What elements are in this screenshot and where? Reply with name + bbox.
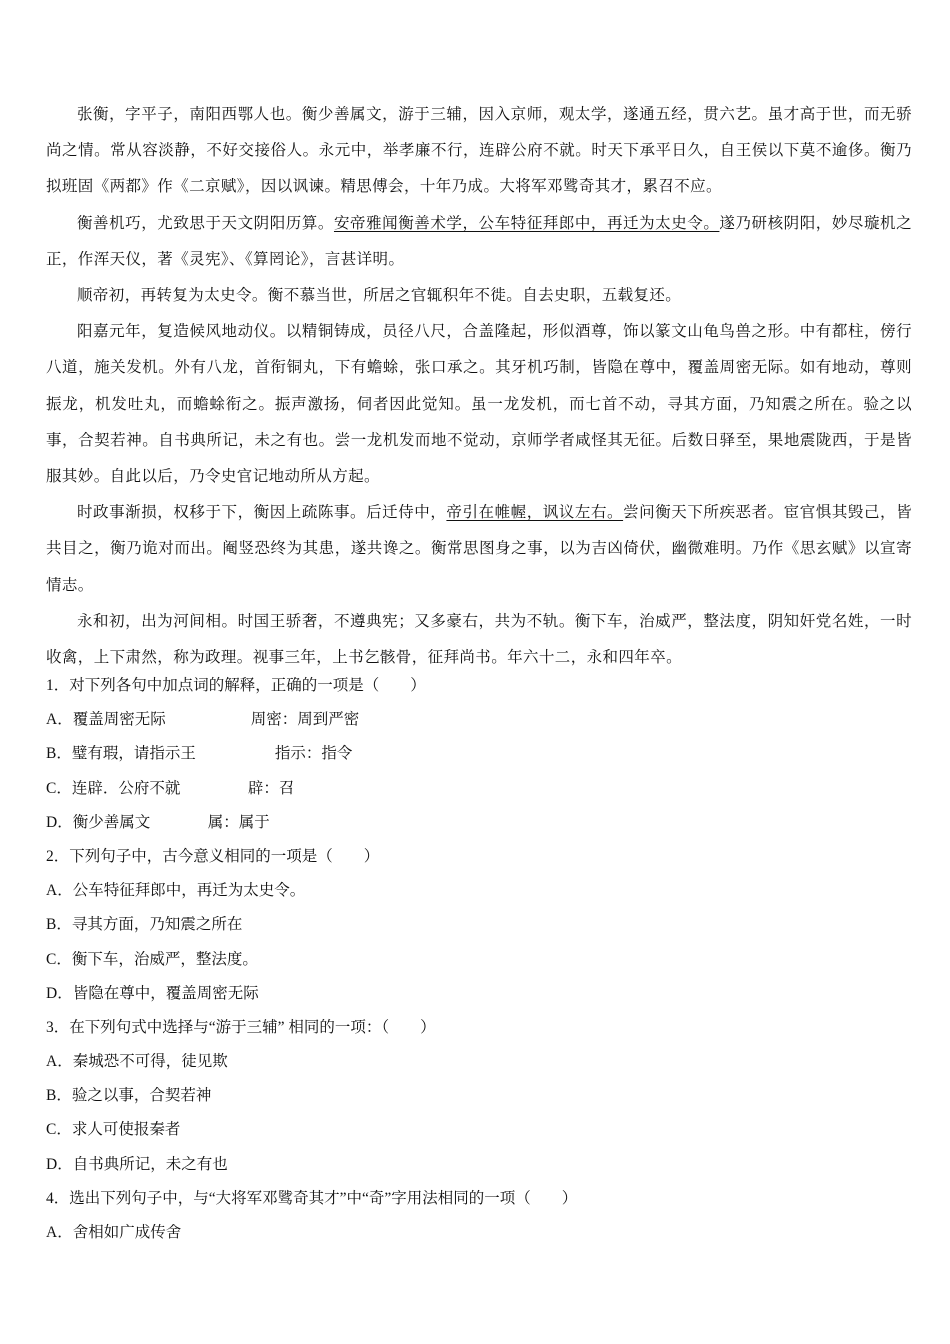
option-label: C． — [46, 779, 72, 797]
answer-option — [46, 772, 912, 806]
option-label: C． — [46, 950, 72, 968]
option-label: A． — [46, 711, 73, 729]
answer-option — [46, 908, 912, 942]
option-label: A． — [46, 882, 73, 900]
question-stem: 4．选出下列句子中，与“大将军邓骘奇其才”中“奇”字用法相同的一项（ ） — [46, 1189, 578, 1207]
passage-text: 衡善机巧，尤致思于天文阴阳历算。 — [77, 213, 334, 232]
answer-option — [46, 943, 912, 977]
answer-option — [46, 1079, 912, 1113]
option-text: 覆盖周密无际 — [72, 711, 166, 729]
option-text: 璧有瑕，请指示王 — [71, 745, 196, 763]
passage-paragraph — [46, 494, 912, 603]
option-label: A． — [46, 1224, 73, 1241]
option-label: C． — [46, 1121, 72, 1139]
option-label: B． — [46, 1087, 72, 1105]
passage-text: 遂乃研核阴阳，妙尽璇机之正，作浑天仪，著《灵宪》、《算罔论》，言甚详明。 — [46, 213, 912, 268]
passage-paragraph: 顺帝初，再转复为太史令。衡不慕当世，所居之官辄积年不徙。自去史职，五载复还。 — [77, 286, 682, 305]
option-text: 自书典所记，未之有也 — [72, 1155, 228, 1173]
passage-paragraph — [46, 205, 912, 277]
option-text: 求人可使报秦者 — [71, 1121, 181, 1139]
answer-option — [46, 806, 912, 840]
question-stem: 2．下列句子中，古今意义相同的一项是（ ） — [46, 847, 380, 865]
option-text: 衡下车，治威严，整法度。 — [71, 950, 258, 968]
underlined-sentence: 帝引在帷幄，讽议左右。 — [446, 503, 624, 522]
option-text: 公车特征拜郎中，再迁为太史令。 — [72, 882, 306, 900]
option-gloss: 辟：召 — [247, 779, 295, 797]
answer-option — [46, 977, 912, 1011]
passage-text: 时政事渐损，权移于下，衡因上疏陈事。后迁侍中， — [77, 503, 447, 522]
question-stem: 1．对下列各句中加点词的解释，正确的一项是（ ） — [46, 677, 426, 694]
option-text: 验之以事，合契若神 — [71, 1087, 212, 1105]
option-gloss: 属：属于 — [207, 813, 270, 831]
passage-paragraph: 永和初，出为河间相。时国王骄奢，不遵典宪；又多豪右，共为不轨。衡下车，治威严，整法度，阴知奸党名姓，一时收禽，上下肃然，称为政理。视事三年，上书乞骸骨，征拜尚书。年六十二，永和四年卒。 — [46, 611, 912, 667]
option-text: 舍相如广成传舍 — [72, 1224, 182, 1241]
option-label: A． — [46, 1053, 73, 1071]
passage-text: 尝问衡天下所疾恶者。宦官惧其毁己，皆共目之，衡乃诡对而出。阉竖恐终为其患，遂共谗之。衡常思图身之事，以为吉凶倚伏，幽微难明。乃作《思玄赋》以宣寄情志。 — [46, 503, 913, 594]
option-text: 秦城恐不可得，徒见欺 — [72, 1053, 228, 1071]
option-text: 衡少善属文 — [72, 813, 151, 831]
option-text: 连辟．公府不就 — [71, 779, 181, 797]
option-label: D． — [46, 1155, 73, 1173]
option-gloss: 指示：指令 — [274, 745, 353, 763]
passage-paragraph: 张衡，字平子，南阳西鄂人也。衡少善属文，游于三辅，因入京师，观太学，遂通五经，贯六艺。虽才高于世，而无骄尚之情。常从容淡静，不好交接俗人。永元中，举孝廉不行，连辟公府不就。时天下承平日久，自王侯以下莫不逾侈。衡乃拟班固《两都》作《二京赋》，因以讽谏。精思傅会，十年乃成。大将军邓骘奇其才，累召不应。 — [46, 105, 912, 196]
answer-option — [46, 703, 912, 737]
answer-option — [46, 737, 912, 771]
option-gloss: 周密：周到严密 — [250, 711, 360, 729]
option-label: D． — [46, 984, 73, 1002]
passage-paragraph: 阳嘉元年，复造候风地动仪。以精铜铸成，员径八尺，合盖隆起，形似酒尊，饰以篆文山龟鸟兽之形。中有都柱，傍行八道，施关发机。外有八龙，首衔铜丸，下有蟾蜍，张口承之。其牙机巧制，皆隐在尊中，覆盖周密无际。如有地动，尊则振龙，机发吐丸，而蟾蜍衔之。振声激扬，伺者因此觉知。虽一龙发机，而七首不动，寻其方面，乃知震之所在。验之以事，合契若神。自书典所记，未之有也。尝一龙机发而地不觉动，京师学者咸怪其无征。后数日驿至，果地震陇西，于是皆服其妙。自此以后，乃令史官记地动所从方起。 — [46, 322, 912, 486]
option-text: 寻其方面，乃知震之所在 — [71, 916, 243, 934]
answer-option — [46, 1045, 912, 1079]
answer-option — [46, 1216, 912, 1250]
answer-option — [46, 1113, 912, 1147]
question-stem: 3．在下列句式中选择与“游于三辅” 相同的一项：（ ） — [46, 1018, 436, 1036]
underlined-sentence: 安帝雅闻衡善术学，公车特征拜郎中，再迁为太史令。 — [333, 213, 720, 232]
answer-option — [46, 1148, 912, 1182]
option-label: B． — [46, 916, 72, 934]
reading-passage — [46, 96, 912, 675]
question-list — [46, 669, 912, 1250]
answer-option — [46, 874, 912, 908]
option-text: 皆隐在尊中，覆盖周密无际 — [72, 984, 259, 1002]
option-label: B． — [46, 745, 72, 763]
option-label: D． — [46, 813, 73, 831]
